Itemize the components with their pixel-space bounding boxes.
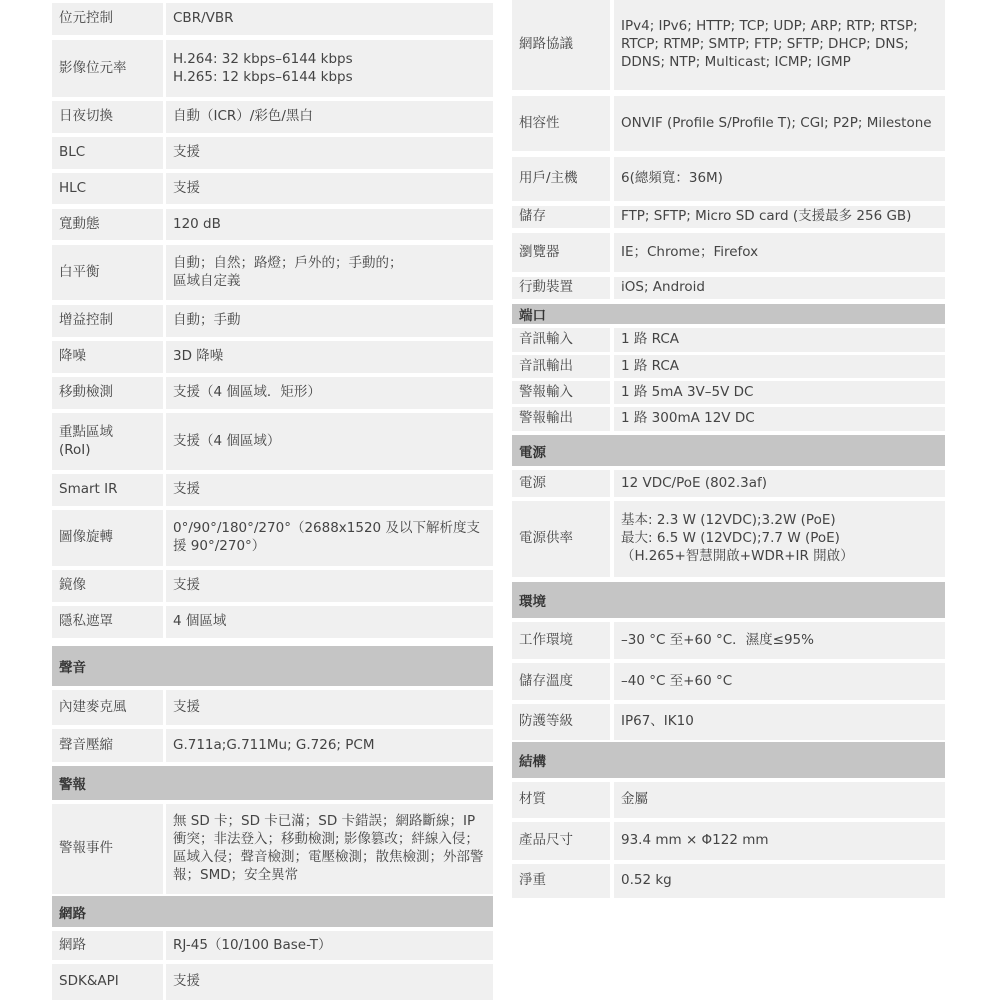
- spec-value: 自動；自然；路燈；戶外的；手動的； 區域自定義: [173, 254, 403, 289]
- spec-value-cell: [614, 381, 945, 404]
- spec-value-cell: [166, 101, 493, 133]
- spec-label: 重點區域 (RoI): [59, 423, 113, 458]
- section-title: 環境: [519, 594, 546, 610]
- section-title: 端口: [519, 308, 546, 324]
- spec-label: BLC: [59, 144, 86, 161]
- spec-label: 日夜切換: [59, 108, 113, 125]
- spec-value: 支援: [173, 698, 200, 715]
- spec-value: 自動；手動: [173, 312, 241, 329]
- spec-value: 1 路 RCA: [621, 357, 680, 374]
- spec-value: iOS; Android: [621, 279, 705, 296]
- spec-value: 無 SD 卡；SD 卡已滿；SD 卡錯誤；網路斷線；IP 衝突；非法登入；移動檢測; 影像篡改；絆線入侵；區域入侵；聲音檢測；電壓檢測；散焦檢測；外部警報；SMD；安全異常: [173, 813, 484, 883]
- spec-value: 支援: [173, 577, 200, 594]
- spec-value-cell: [166, 341, 493, 373]
- spec-label: 影像位元率: [59, 59, 127, 76]
- spec-value-cell: [614, 864, 945, 898]
- spec-label-cell: [512, 704, 610, 740]
- spec-label-cell: [52, 510, 163, 566]
- spec-label-cell: [52, 729, 163, 762]
- section-header: [512, 435, 945, 466]
- spec-value-cell: [614, 782, 945, 818]
- spec-value: FTP; SFTP; Micro SD card (支援最多 256 GB): [621, 208, 912, 225]
- section-header: [512, 304, 945, 324]
- spec-value-cell: [166, 804, 493, 894]
- spec-label: SDK&API: [59, 973, 119, 990]
- spec-value-cell: [614, 470, 945, 497]
- spec-label: 移動檢測: [59, 384, 113, 401]
- spec-value: 120 dB: [173, 215, 221, 232]
- spec-label: 白平衡: [59, 263, 100, 280]
- spec-label: 警報輸出: [519, 410, 573, 427]
- spec-label-cell: [52, 964, 163, 1000]
- spec-label: 瀏覽器: [519, 243, 560, 260]
- spec-label: Smart IR: [59, 481, 118, 498]
- spec-label-cell: [52, 474, 163, 506]
- spec-value-cell: [166, 474, 493, 506]
- spec-value: 0°/90°/180°/270°（2688x1520 及以下解析度支援 90°/270°）: [173, 520, 480, 554]
- spec-value-cell: [166, 3, 493, 35]
- spec-value: 支援: [173, 144, 200, 161]
- spec-label: 鏡像: [59, 577, 86, 594]
- spec-value: 支援: [173, 973, 200, 990]
- spec-value: 支援（4 個區域）: [173, 432, 281, 449]
- spec-value: 3D 降噪: [173, 348, 224, 365]
- spec-value-cell: [166, 570, 493, 602]
- section-title: 電源: [519, 444, 546, 461]
- spec-label: 網路協議: [519, 36, 573, 53]
- spec-value-cell: [614, 233, 945, 272]
- spec-value-cell: [614, 822, 945, 860]
- spec-value: IP67、IK10: [621, 713, 694, 730]
- spec-value-cell: [166, 245, 493, 300]
- spec-value-cell: [166, 413, 493, 470]
- spec-value-cell: [166, 606, 493, 638]
- spec-value-cell: [166, 510, 493, 566]
- spec-label-cell: [512, 407, 610, 431]
- spec-label: HLC: [59, 179, 87, 196]
- spec-value-cell: [166, 137, 493, 169]
- spec-value: RJ-45（10/100 Base-T）: [173, 936, 332, 953]
- spec-value-cell: [614, 355, 945, 378]
- section-header: [52, 646, 493, 686]
- spec-value-cell: [614, 328, 945, 352]
- spec-label: 音訊輸入: [519, 331, 573, 348]
- spec-label: 儲存溫度: [519, 672, 573, 689]
- spec-value: 1 路 RCA: [621, 331, 680, 348]
- spec-value: 支援: [173, 481, 200, 498]
- spec-label-cell: [512, 0, 610, 90]
- spec-label-cell: [512, 864, 610, 898]
- spec-value: G.711a;G.711Mu; G.726; PCM: [173, 736, 375, 753]
- spec-value-cell: [614, 622, 945, 659]
- spec-value: ONVIF (Profile S/Profile T); CGI; P2P; Milestone: [621, 114, 932, 131]
- spec-label: 增益控制: [59, 312, 113, 329]
- spec-label-cell: [512, 381, 610, 404]
- spec-label-cell: [52, 377, 163, 409]
- spec-value: 1 路 300mA 12V DC: [621, 410, 755, 427]
- spec-label-cell: [52, 341, 163, 373]
- spec-value-cell: [614, 277, 945, 299]
- spec-label-cell: [52, 570, 163, 602]
- spec-label-cell: [512, 206, 610, 228]
- spec-value: 自動（ICR）/彩色/黑白: [173, 108, 313, 125]
- spec-label: 網路: [59, 936, 86, 953]
- spec-value: –40 °C 至+60 °C: [621, 672, 733, 689]
- spec-label: 圖像旋轉: [59, 529, 113, 546]
- spec-value-cell: [614, 501, 945, 577]
- spec-label-cell: [52, 245, 163, 300]
- spec-label-cell: [52, 137, 163, 169]
- spec-label: 警報輸入: [519, 383, 573, 400]
- section-header: [512, 742, 945, 778]
- spec-value: 支援（4 個區域．矩形）: [173, 384, 321, 401]
- spec-label-cell: [512, 277, 610, 299]
- spec-value-cell: [166, 729, 493, 762]
- spec-label: 儲存: [519, 208, 546, 225]
- spec-value: 12 VDC/PoE (802.3af): [621, 474, 768, 491]
- spec-value-cell: [614, 663, 945, 700]
- spec-value-cell: [614, 407, 945, 431]
- spec-label-cell: [52, 413, 163, 470]
- section-title: 聲音: [59, 660, 86, 676]
- spec-value-cell: [614, 206, 945, 228]
- spec-value: 金屬: [621, 791, 648, 808]
- spec-value: 4 個區域: [173, 613, 227, 630]
- spec-label-cell: [52, 606, 163, 638]
- spec-label-cell: [512, 328, 610, 352]
- spec-label-cell: [512, 501, 610, 577]
- spec-label: 降噪: [59, 348, 86, 365]
- spec-label: 產品尺寸: [519, 832, 573, 849]
- spec-value: IPv4; IPv6; HTTP; TCP; UDP; ARP; RTP; RTSP; RTCP; RTMP; SMTP; FTP; SFTP; DHCP; DNS; DDNS; NTP; Multicast; ICMP; IGMP: [621, 18, 918, 70]
- section-header: [512, 582, 945, 618]
- spec-label: 淨重: [519, 872, 546, 889]
- spec-label-cell: [52, 804, 163, 894]
- spec-label: 相容性: [519, 114, 560, 131]
- spec-value-cell: [614, 96, 945, 151]
- spec-label-cell: [52, 209, 163, 240]
- spec-label-cell: [512, 622, 610, 659]
- spec-value-cell: [614, 704, 945, 740]
- spec-value-cell: [166, 964, 493, 1000]
- spec-value: –30 °C 至+60 °C．濕度≤95%: [621, 631, 814, 648]
- spec-value-cell: [166, 40, 493, 97]
- spec-label: 用戶/主機: [519, 170, 578, 187]
- spec-value-cell: [166, 931, 493, 960]
- spec-value: 0.52 kg: [621, 872, 672, 889]
- spec-label-cell: [512, 663, 610, 700]
- spec-label-cell: [512, 822, 610, 860]
- section-header: [52, 896, 493, 927]
- spec-label: 寬動態: [59, 215, 100, 232]
- spec-value-cell: [166, 305, 493, 337]
- spec-value: IE；Chrome；Firefox: [621, 243, 759, 260]
- spec-label-cell: [512, 233, 610, 272]
- spec-value-cell: [166, 173, 493, 204]
- spec-label: 警報事件: [59, 840, 113, 857]
- spec-value: 6(總頻寬：36M): [621, 170, 723, 187]
- section-header: [52, 766, 493, 800]
- spec-label-cell: [512, 96, 610, 151]
- spec-label-cell: [52, 305, 163, 337]
- spec-label: 電源: [519, 474, 546, 491]
- spec-label: 內建麥克風: [59, 698, 127, 715]
- spec-value-cell: [614, 157, 945, 201]
- section-title: 網路: [59, 905, 86, 922]
- spec-value: 1 路 5mA 3V–5V DC: [621, 383, 754, 400]
- spec-label-cell: [52, 101, 163, 133]
- spec-value-cell: [166, 377, 493, 409]
- spec-label: 音訊輸出: [519, 357, 573, 374]
- spec-label: 材質: [519, 791, 546, 808]
- spec-label-cell: [52, 690, 163, 725]
- spec-label: 防護等級: [519, 713, 573, 730]
- spec-label-cell: [52, 931, 163, 960]
- spec-value: 支援: [173, 179, 200, 196]
- section-title: 結構: [519, 754, 546, 770]
- spec-value: 93.4 mm × Φ122 mm: [621, 832, 769, 849]
- spec-label: 工作環境: [519, 631, 573, 648]
- spec-label-cell: [52, 3, 163, 35]
- spec-label-cell: [52, 40, 163, 97]
- spec-value-cell: [614, 0, 945, 90]
- spec-label: 隱私遮罩: [59, 613, 113, 630]
- spec-value: CBR/VBR: [173, 10, 234, 27]
- spec-label-cell: [512, 782, 610, 818]
- spec-label: 聲音壓縮: [59, 736, 113, 753]
- spec-label: 行動裝置: [519, 279, 573, 296]
- spec-value-cell: [166, 690, 493, 725]
- spec-value: H.264: 32 kbps–6144 kbps H.265: 12 kbps–6144 kbps: [173, 50, 353, 85]
- spec-value-cell: [166, 209, 493, 240]
- spec-value: 基本: 2.3 W (12VDC);3.2W (PoE) 最大: 6.5 W (12VDC);7.7 W (PoE) （H.265+智慧開啟+WDR+IR 開啟）: [621, 512, 854, 564]
- spec-label-cell: [512, 157, 610, 201]
- section-title: 警報: [59, 777, 86, 793]
- spec-label: 電源供率: [519, 530, 573, 547]
- spec-label-cell: [52, 173, 163, 204]
- spec-label: 位元控制: [59, 10, 113, 27]
- spec-label-cell: [512, 470, 610, 497]
- spec-label-cell: [512, 355, 610, 378]
